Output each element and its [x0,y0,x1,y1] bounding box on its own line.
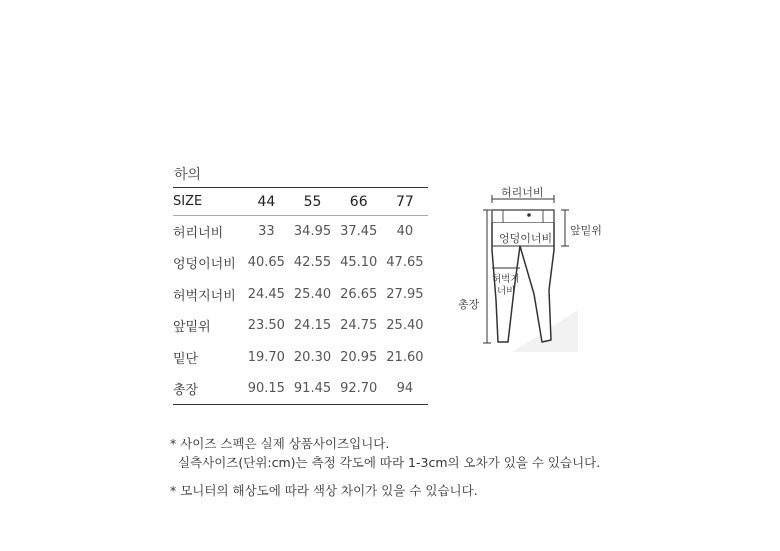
table-cell: 47.65 [386,255,424,271]
table-cell: 37.45 [340,224,378,239]
table-cell: 20.95 [340,349,378,365]
table-cell: 25.40 [386,318,424,334]
row-label: 밑단 [173,351,199,367]
row-label: 총장 [173,383,199,398]
diagram-label-waist: 허리너비 [501,186,544,199]
table-row [173,247,428,279]
table-cell: 24.45 [247,286,285,302]
table-cell: 23.50 [247,318,285,334]
table-row [173,310,428,342]
table-cell: 94 [396,381,414,396]
notes [170,434,600,500]
table-cell: 40 [396,224,414,239]
button [527,213,531,217]
table-cell: 27.95 [386,286,424,302]
table-cell: 45.10 [340,255,378,271]
row-label: 앞밑위 [173,320,211,336]
table-cell: 92.70 [340,381,378,396]
header-66: 66 [349,193,368,210]
pants-illustration [450,180,620,360]
diagram-label-rise: 앞밑위 [570,224,602,237]
table-cell: 42.55 [293,255,332,271]
diagram-label-thigh-2: 너비 [497,286,516,297]
note-line-1: * 사이즈 스펙은 실제 상품사이즈입니다. [170,436,390,451]
pants-diagram [450,180,620,360]
table-cell: 34.95 [293,224,332,239]
row-label: 엉덩이너비 [173,257,236,273]
table-header-row [173,188,428,216]
table-cell: 24.75 [340,318,378,334]
table-cell: 40.65 [247,255,285,271]
table-cell: 20.30 [293,349,332,365]
size-table [173,187,428,405]
header-55: 55 [303,193,322,210]
row-label: 허벅지너비 [173,288,236,304]
table-cell: 90.15 [247,381,285,396]
table-row [173,279,428,311]
table-cell: 33 [258,224,275,239]
header-size: SIZE [173,194,203,209]
table-cell: 26.65 [340,286,378,302]
table-cell: 19.70 [247,349,285,365]
waistband [492,210,554,223]
diagram-label-length: 총장 [458,298,480,311]
header-77: 77 [395,193,414,210]
table-row [173,373,428,405]
note-line-3: * 모니터의 해상도에 따라 색상 차이가 있을 수 있습니다. [170,483,478,498]
table-row [173,342,428,374]
row-label: 허리너비 [173,226,224,241]
table-row [173,216,428,248]
header-44: 44 [257,193,276,210]
diagram-label-thigh-1: 허벅지 [492,274,520,285]
table-cell: 25.40 [293,286,332,302]
table-cell: 91.45 [293,381,332,396]
section-title: 하의 [174,167,202,183]
table-cell: 21.60 [386,349,424,365]
note-line-2: 실측사이즈(단위:cm)는 측정 각도에 따라 1-3cm의 오차가 있을 수 있습니다. [178,455,601,470]
table-cell: 24.15 [293,318,332,334]
diagram-label-hip: 엉덩이너비 [499,232,553,245]
